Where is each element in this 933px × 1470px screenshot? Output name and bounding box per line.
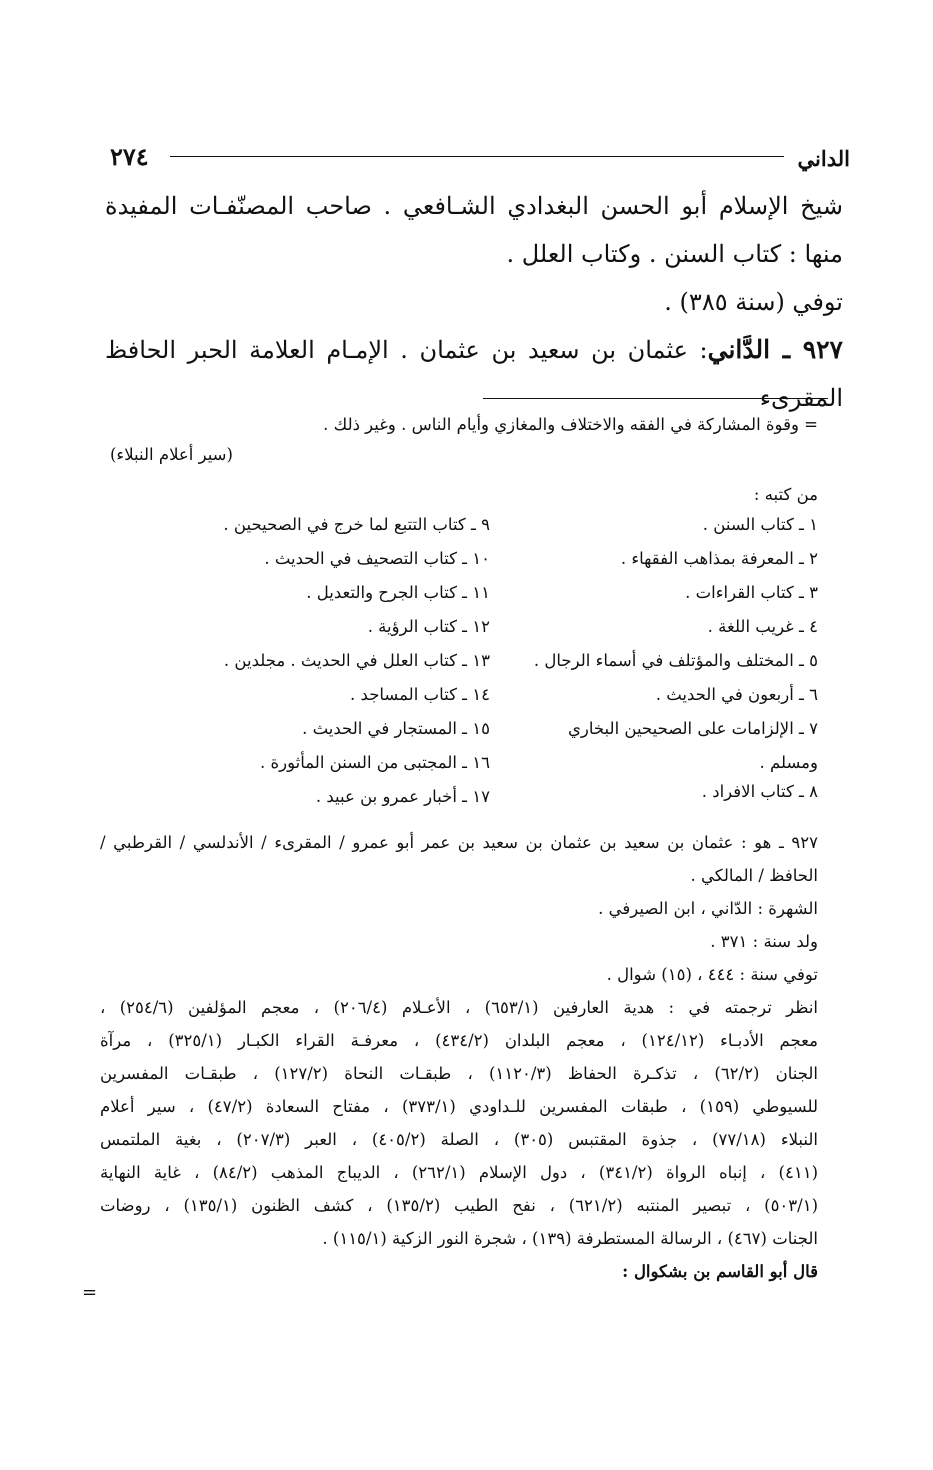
entry-title-rest: : عثمان بن سعيد بن عثمان . الإمـام العلامة الحبر الحافظ المقرىء (105, 336, 843, 412)
book-item: ١٠ ـ كتاب التصحيف في الحديث . (264, 549, 490, 568)
book-item: ٧ ـ الإلزامات على الصحيحين البخاري (568, 719, 818, 738)
book-item: ٩ ـ كتاب التتبع لما خرج في الصحيحين . (223, 515, 490, 534)
entry-number: ٩٢٧ ـ الدَّاني (707, 335, 843, 364)
bio-line: (٤١١) ، إنباه الرواة (٣٤١/٢) ، دول الإسلام (٢٦٢/١) ، الديباج المذهب (٨٤/٢) ، غاية النهاية (100, 1163, 818, 1182)
book-item: ١٦ ـ المجتبى من السنن المأثورة . (260, 753, 490, 772)
book-item: ٥ ـ المختلف والمؤتلف في أسماء الرجال . (533, 651, 818, 670)
book-item: ١٣ ـ كتاب العلل في الحديث . مجلدين . (223, 651, 490, 670)
biography-footnote (100, 826, 818, 1288)
bio-line: ٩٢٧ ـ هو : عثمان بن سعيد بن عثمان بن سعيد بن عمر أبو عمرو / المقرىء / الأندلسي / القرطبي / (100, 833, 818, 852)
book-item: ٦ ـ أربعون في الحديث . (655, 685, 818, 704)
bio-line: توفي سنة : ٤٤٤ ، (١٥) شوال . (606, 965, 818, 984)
running-head: الداني (797, 146, 850, 171)
bio-line: الجنات (٤٦٧) ، الرسالة المستطرفة (١٣٩) ، شجرة النور الزكية (١١٥/١) . (322, 1229, 818, 1248)
bio-line: معجم الأدبـاء (١٢٤/١٢) ، معجم البلدان (٤٣٤/٢) ، معرفـة القراء الكبـار (٣٢٥/١) ، مرآة (100, 1031, 818, 1050)
continued-mark: = (82, 1282, 98, 1303)
book-item: ٣ ـ كتاب القراءات . (685, 583, 818, 602)
books-intro: من كتبه : (753, 485, 818, 504)
book-item: ٨ ـ كتاب الافراد . (701, 782, 818, 801)
page-header (110, 142, 850, 182)
books-column-right (488, 508, 818, 804)
book-item: ١ ـ كتاب السنن . (702, 515, 818, 534)
bio-line: ولد سنة : ٣٧١ . (710, 932, 818, 951)
main-line-1: شيخ الإسلام أبو الحسن البغدادي الشـافعي . صاحب المصنّفـات المفيدة (105, 192, 843, 220)
book-item: ١١ ـ كتاب الجرح والتعديل . (306, 583, 490, 602)
book-item: ١٧ ـ أخبار عمرو بن عبيد . (315, 787, 490, 806)
book-item-continuation: ومسلم . (759, 753, 818, 772)
book-item: ١٥ ـ المستجار في الحديث . (302, 719, 490, 738)
footnote-continuation: = وقوة المشاركة في الفقه والاختلاف والمغازي وأيام الناس . وغير ذلك . (323, 415, 818, 434)
page-number: ٢٧٤ (110, 142, 149, 171)
bio-line: (٥٠٣/١) ، تبصير المنتبه (٦٢١/٢) ، نفح الطيب (١٣٥/٢) ، كشف الظنون (١٣٥/١) ، روضات (100, 1196, 819, 1215)
footnote-source: (سير أعلام النبلاء) (110, 445, 233, 464)
bio-line: الشهرة : الدّاني ، ابن الصيرفي . (598, 899, 818, 918)
bio-line: قال أبو القاسم بن بشكوال : (622, 1262, 818, 1281)
footnote-separator (483, 398, 828, 399)
book-item: ٢ ـ المعرفة بمذاهب الفقهاء . (620, 549, 818, 568)
books-column-left (160, 508, 490, 814)
header-rule (170, 156, 784, 157)
bio-line: الجنان (٦٢/٢) ، تذكـرة الحفاظ (١١٢٠/٣) ، طبقـات النحاة (١٢٧/٢) ، طبقـات المفسرين (100, 1064, 818, 1083)
main-line-3: توفي (سنة ٣٨٥) . (664, 288, 843, 316)
bio-line: النبلاء (٧٧/١٨) ، جذوة المقتبس (٣٠٥) ، الصلة (٤٠٥/٢) ، العبر (٢٠٧/٣) ، بغية الملتمس (100, 1130, 818, 1149)
book-item: ١٢ ـ كتاب الرؤية . (367, 617, 490, 636)
bio-line: للسيوطي (١٥٩) ، طبقات المفسرين للـداودي (٣٧٣/١) ، مفتاح السعادة (٤٧/٢) ، سير أعلام (100, 1097, 818, 1116)
main-line-2: منها : كتاب السنن . وكتاب العلل . (506, 240, 843, 268)
bio-line: انظر ترجمته في : هدية العارفين (٦٥٣/١) ، الأعـلام (٢٠٦/٤) ، معجم المؤلفين (٢٥٤/٦) ، (100, 998, 818, 1017)
books-list (160, 508, 818, 808)
bio-line: الحافظ / المالكي . (690, 866, 818, 885)
book-item: ٤ ـ غريب اللغة . (707, 617, 818, 636)
book-item: ١٤ ـ كتاب المساجد . (350, 685, 490, 704)
main-text (105, 182, 843, 422)
